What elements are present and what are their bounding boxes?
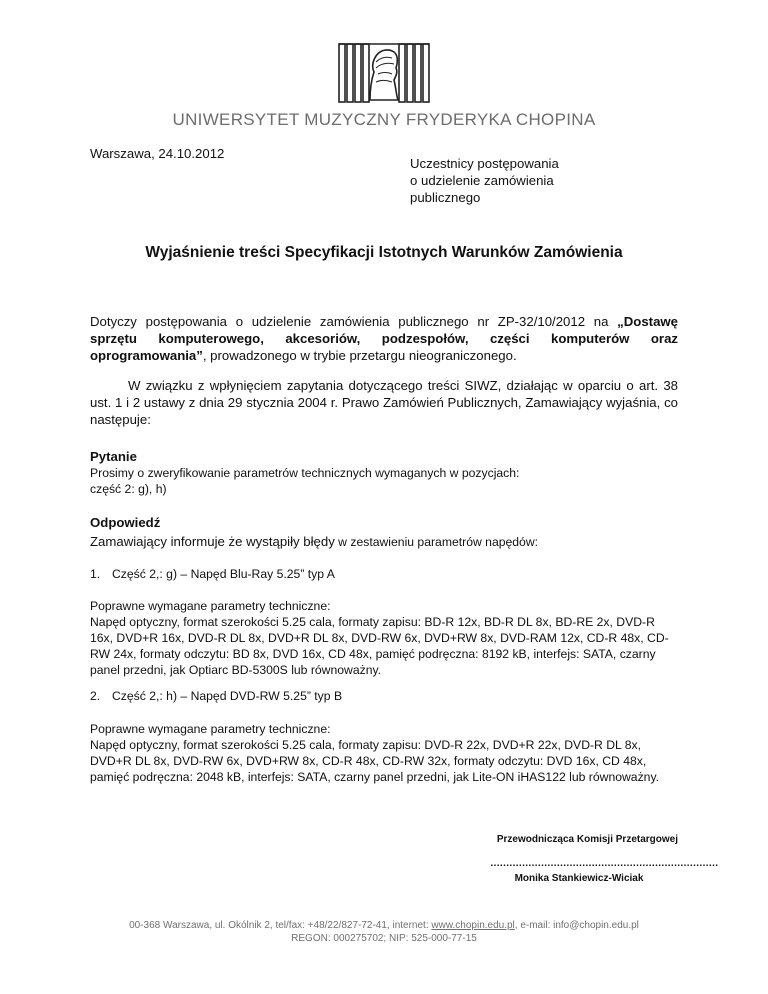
website-link[interactable]: www.chopin.edu.pl [431, 920, 515, 931]
spec-text: Napęd optyczny, format szerokości 5.25 cala, formaty zapisu: DVD-R 22x, DVD+R 22x, DVD-R DL 8x, DVD+R DL 8x, DVD-RW 6x, DVD+RW 8x, CD-R 48x, CD-RW 32x, formaty odczytu: DVD 16x, CD 48x, pamięć podręczna: 2048 kB, interfejs: SATA, czarny panel przedni, jak Lite-ON iHAS122 lub równoważny. [90, 738, 660, 784]
recipient-line: publicznego [410, 190, 481, 205]
tender-subject: „Dostawę sprzętu komputerowego, akcesoriów, podzespołów, części komputerów oraz oprogramowania” [90, 314, 678, 363]
answer-heading: Odpowiedź [90, 515, 161, 530]
item-label: Część 2,: h) – Napęd DVD-RW 5.25” typ B [112, 689, 343, 703]
signatory-title: Przewodnicząca Komisji Przetargowej [496, 834, 678, 845]
university-logo [336, 42, 432, 104]
footer-address-text: 00-368 Warszawa, ul. Okólnik 2, tel/fax: +48/22/827-72-41, internet: [129, 920, 432, 931]
document-title: Wyjaśnienie treści Specyfikacji Istotnych Warunków Zamówienia [145, 244, 623, 261]
answer-item-2 [90, 689, 342, 703]
answer-lead-text: Zamawiający informuje że wystąpiły błędy [90, 534, 335, 549]
recipient-block [410, 155, 559, 206]
footer-email: , e-mail: info@chopin.edu.pl [514, 920, 639, 931]
legal-basis-paragraph: W związku z wpłynięciem zapytania dotyczącego treści SIWZ, działając w oparciu o art. 38 ust. 1 i 2 ustawy z dnia 29 stycznia 2004 r. Prawo Zamówień Publicznych, Zamawiający wyjaśnia, co następuje: [90, 378, 678, 427]
recipient-line: o udzielenie zamówienia [410, 173, 554, 188]
intro-suffix: , prowadzonego w trybie przetargu nieograniczonego. [202, 348, 517, 363]
answer-lead-small: w zestawieniu parametrów napędów: [334, 535, 539, 549]
spec-heading: Poprawne wymagane parametry techniczne: [90, 599, 331, 613]
item-number: 1. [90, 567, 101, 581]
spec-text: Napęd optyczny, format szerokości 5.25 cala, formaty zapisu: BD-R 12x, BD-R DL 8x, BD-RE 2x, DVD-R 16x, DVD+R 16x, DVD-R DL 8x, DVD+R DL 8x, DVD-RW 6x, DVD+RW 8x, DVD-RAM 12x, CD-R 48x, CD-RW 24x, formaty odczytu: BD 8x, DVD 16x, CD 48x, pamięć podręczna: 8192 kB, interfejs: SATA, czarny panel przedni, jak Optiarc BD-5300S lub równoważny. [90, 615, 669, 677]
intro-prefix: Dotyczy postępowania o udzielenie zamówienia publicznego nr ZP-32/10/2012 na [90, 314, 618, 329]
question-heading: Pytanie [90, 449, 137, 464]
question-line: część 2: g), h) [90, 482, 167, 496]
footer-registration: REGON: 000275702; NIP: 525-000-77-15 [291, 933, 477, 944]
spec-heading: Poprawne wymagane parametry techniczne: [90, 722, 331, 736]
footer-address [0, 920, 768, 931]
answer-lead [90, 533, 538, 551]
recipient-line: Uczestnicy postępowania [410, 156, 559, 171]
university-name: UNIWERSYTET MUZYCZNY FRYDERYKA CHOPINA [172, 110, 596, 129]
question-line: Prosimy o zweryfikowanie parametrów technicznych wymaganych w pozycjach: [90, 466, 520, 480]
document-date: Warszawa, 24.10.2012 [90, 146, 225, 161]
signatory-name: Monika Stankiewicz-Wiciak [514, 873, 644, 884]
question-body [90, 465, 519, 497]
signature-line: ……………………………………………………………… [490, 858, 718, 869]
item-label: Część 2,: g) – Napęd Blu-Ray 5.25” typ A [112, 567, 335, 581]
intro-paragraph [90, 313, 678, 364]
item-number: 2. [90, 689, 101, 703]
answer-item-1 [90, 567, 335, 581]
